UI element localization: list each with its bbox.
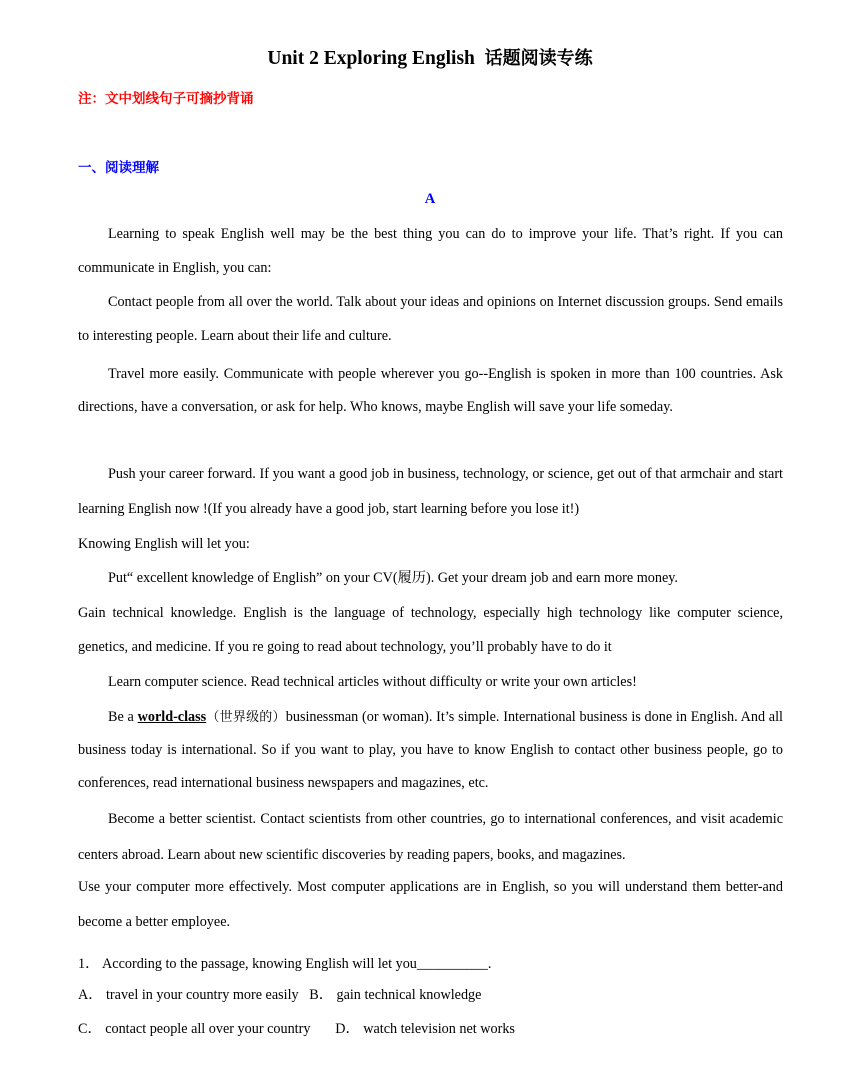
passage-paragraph-2: Contact people from all over the world. Talk about your ideas and opinions on Internet discussion groups. Send emails to interesting people. Learn about their life and culture. — [78, 294, 783, 344]
study-note: 注：文中划线句子可摘抄背诵 — [78, 91, 254, 107]
title-english: Unit 2 Exploring English — [267, 48, 475, 69]
passage-paragraph-1: Learning to speak English well may be the best thing you can do to improve your life. That’s right. If you can communicate in English, you can: — [78, 226, 783, 276]
passage-paragraph-3: Travel more easily. Communicate with people wherever you go--English is spoken in more than 100 countries. Ask directions, have a conversation, or ask for help. Who knows, maybe English will save your life someday. — [78, 366, 783, 415]
p9-rest: businessman (or woman). It’s simple. International business is done in English. And all business today is international. So if you want to play, you have to know English to contact other business people, go to conferences, read international business newspapers and magazines, etc. — [78, 709, 783, 791]
document-title — [0, 44, 860, 70]
passage-paragraph-8: Learn computer science. Read technical articles without difficulty or write your own articles! — [108, 674, 637, 690]
p9-prefix: Be a — [108, 709, 138, 725]
world-class-term: world-class — [137, 709, 207, 725]
option-b[interactable]: B． gain technical knowledge — [309, 987, 482, 1003]
question-1-options-row-2 — [78, 1018, 515, 1038]
section-heading: 一、阅读理解 — [78, 160, 159, 176]
passage-paragraph-9 — [78, 701, 783, 800]
question-1-stem: 1． According to the passage, knowing English will let you__________. — [78, 956, 492, 972]
world-class-gloss: （世界级的） — [206, 710, 286, 725]
option-a[interactable]: A． travel in your country more easily — [78, 987, 299, 1003]
question-1-options-row-1 — [78, 984, 481, 1004]
passage-paragraph-4: Push your career forward. If you want a good job in business, technology, or science, get out of that armchair and start learning English now !(If you already have a good job, start learning before you lose it!) — [78, 466, 783, 517]
passage-letter: A — [424, 191, 436, 207]
title-chinese: 话题阅读专练 — [484, 48, 593, 69]
passage-paragraph-11: Use your computer more effectively. Most computer applications are in English, so you will understand them better-and become a better employee. — [78, 879, 783, 930]
passage-paragraph-5: Knowing English will let you: — [78, 536, 250, 552]
passage-paragraph-10: Become a better scientist. Contact scientists from other countries, go to international conferences, and visit academic centers abroad. Learn about new scientific discoveries by reading papers, books, and magazines. — [78, 811, 783, 863]
passage-paragraph-7: Gain technical knowledge. English is the language of technology, especially high technology like computer science, genetics, and medicine. If you re going to read about technology, you’ll probably have to do it — [78, 605, 783, 655]
passage-paragraph-6: Put“ excellent knowledge of English” on your CV(履历). Get your dream job and earn more money. — [108, 570, 678, 586]
option-c[interactable]: C． contact people all over your country — [78, 1021, 311, 1037]
option-d[interactable]: D． watch television net works — [335, 1021, 515, 1037]
